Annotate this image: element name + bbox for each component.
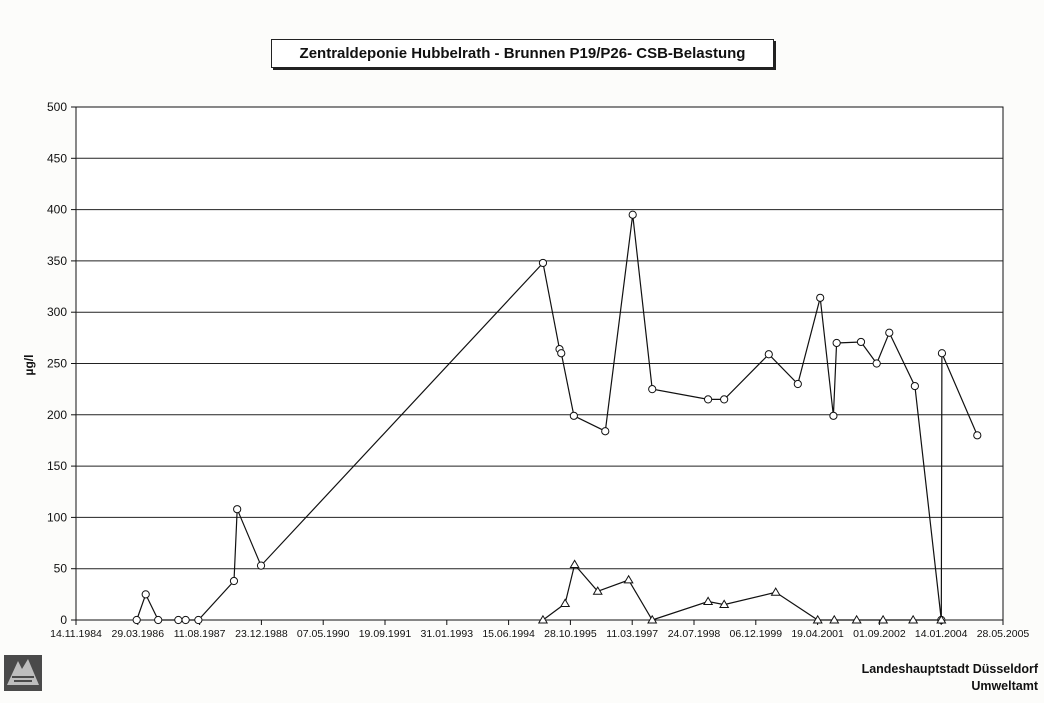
data-point (230, 577, 237, 584)
footer (862, 661, 1038, 695)
x-tick-label: 31.01.1993 (420, 628, 474, 640)
data-point (155, 616, 162, 623)
y-tick-label: 450 (46, 151, 67, 166)
y-tick-label: 150 (46, 459, 67, 474)
data-point (911, 382, 918, 389)
data-point (629, 211, 636, 218)
x-tick-label: 24.07.1998 (667, 628, 721, 640)
y-tick-label: 250 (46, 356, 67, 371)
data-point (570, 412, 577, 419)
footer-city: Landeshauptstadt Düsseldorf (861, 662, 1038, 676)
data-point (873, 360, 880, 367)
data-point (817, 294, 824, 301)
data-point (765, 351, 772, 358)
y-tick-label: 500 (46, 100, 67, 114)
x-tick-label: 11.03.1997 (606, 628, 659, 640)
x-tick-label: 07.05.1990 (296, 628, 350, 640)
x-tick-label: 15.06.1994 (482, 628, 535, 640)
y-axis (47, 100, 76, 627)
city-logo (4, 655, 42, 691)
x-tick-label: 14.01.2004 (914, 628, 968, 640)
x-tick-label: 23.12.1988 (235, 628, 288, 640)
data-point (142, 591, 149, 598)
y-tick-label: 350 (46, 253, 67, 268)
x-tick-label: 28.05.2005 (976, 628, 1030, 640)
x-tick-label: 19.04.2001 (791, 628, 844, 640)
data-point (133, 616, 140, 623)
y-axis-label: µg/l (22, 354, 36, 376)
data-point (558, 350, 565, 357)
data-point (721, 396, 728, 403)
data-point (857, 338, 864, 345)
data-point (830, 412, 837, 419)
y-tick-label: 300 (46, 305, 67, 320)
data-point (649, 386, 656, 393)
x-tick-label: 28.10.1995 (544, 628, 597, 640)
x-tick-label: 06.12.1999 (729, 628, 783, 640)
data-point (886, 329, 893, 336)
y-tick-label: 400 (46, 202, 67, 217)
data-point (234, 506, 241, 513)
y-tick-label: 100 (46, 510, 67, 525)
data-point (704, 396, 711, 403)
x-tick-label: 01.09.2002 (853, 628, 906, 640)
chart-title: Zentraldeponie Hubbelrath - Brunnen P19/P26- CSB-Belastung (271, 39, 774, 68)
y-tick-label: 0 (60, 613, 67, 627)
data-point (794, 380, 801, 387)
x-tick-label: 19.09.1991 (358, 628, 412, 640)
data-point (938, 350, 945, 357)
data-point (257, 562, 264, 569)
y-tick-label: 200 (46, 407, 67, 422)
data-point (833, 339, 840, 346)
data-point (175, 616, 182, 623)
footer-department: Umweltamt (971, 679, 1038, 693)
x-tick-label: 14.11.1984 (50, 628, 102, 640)
data-point (974, 432, 981, 439)
data-point (195, 616, 202, 623)
data-point (602, 428, 609, 435)
x-tick-label: 11.08.1987 (173, 628, 226, 640)
x-tick-label: 29.03.1986 (111, 628, 165, 640)
y-tick-label: 50 (53, 561, 67, 576)
data-point (539, 259, 546, 266)
data-point (182, 616, 189, 623)
